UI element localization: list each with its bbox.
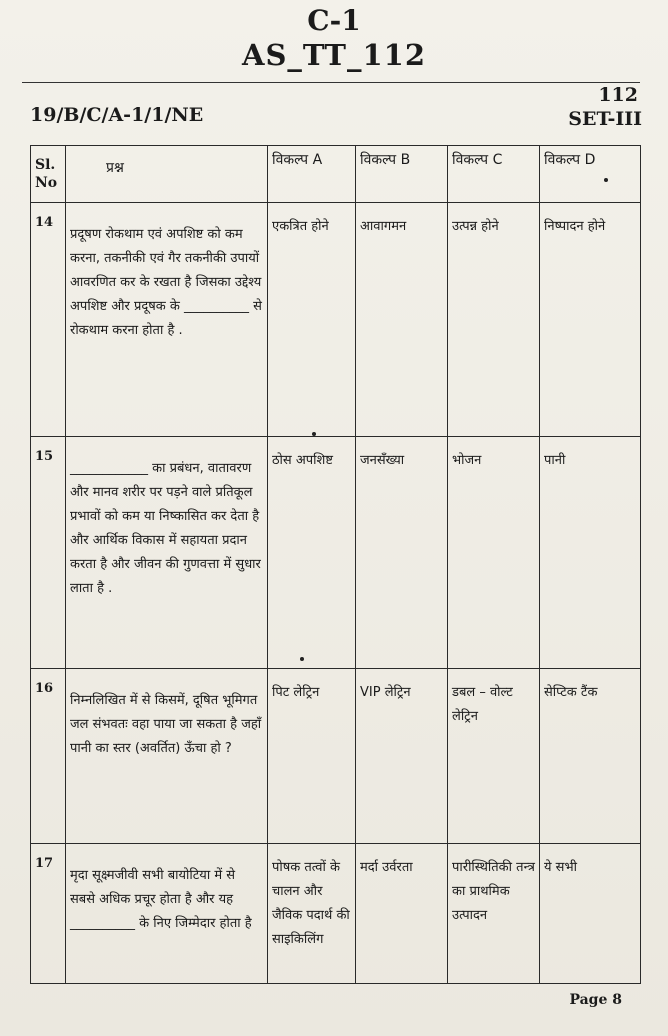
question-number-cell xyxy=(31,437,66,669)
option-a-text: पोषक तत्वों के चालन और जैविक पदार्थ की साइकिलिंग xyxy=(272,860,350,947)
column-header-option-d: विकल्प D xyxy=(540,146,641,203)
option-a-text: एकत्रित होने xyxy=(272,219,329,234)
option-c-cell xyxy=(448,203,540,437)
question-text: मृदा सूक्ष्मजीवी सभी बायोटिया में से सबसे अधिक प्रचूर होता है और यह __________ के निए जिम्मेदार होता है xyxy=(70,868,252,931)
option-d-text: पानी xyxy=(544,453,566,468)
question-number: 15 xyxy=(35,449,54,464)
option-a-cell xyxy=(268,844,356,984)
column-header-question-label: प्रश्न xyxy=(106,160,124,176)
option-b-cell xyxy=(356,203,448,437)
option-b-text: जनसँख्या xyxy=(360,453,405,468)
option-c-text: उत्पन्न होने xyxy=(452,219,499,234)
table-header-row xyxy=(31,146,641,203)
question-number-cell xyxy=(31,669,66,844)
column-header-option-c: विकल्प C xyxy=(448,146,540,203)
question-number: 14 xyxy=(35,215,54,230)
option-d-text: सेप्टिक टैंक xyxy=(544,685,598,700)
question-text: प्रदूषण रोकथाम एवं अपशिष्ट को कम करना, तकनीकी एवं गैर तकनीकी उपायों आवरणित कर के रखता है जिसका उद्देश्य अपशिष्ट और प्रदूषक के __________ से रोकथाम करना होता है . xyxy=(70,227,262,338)
column-header-option-a: विकल्प A xyxy=(268,146,356,203)
table-row xyxy=(31,437,641,669)
table-row xyxy=(31,844,641,984)
column-header-question xyxy=(66,146,268,203)
option-b-text: मर्दा उर्वरता xyxy=(360,860,413,875)
option-d-cell xyxy=(540,844,641,984)
question-cell xyxy=(66,203,268,437)
option-a-cell xyxy=(268,669,356,844)
option-c-text: पारीस्थितिकी तन्त्र का प्राथमिक उत्पादन xyxy=(452,860,535,923)
option-d-text: निष्पादन होने xyxy=(544,219,606,234)
set-label: SET-III xyxy=(568,108,642,130)
question-text: ____________ का प्रबंधन, वातावरण और मानव शरीर पर पड़ने वाले प्रतिकूल प्रभावों को कम या निष्कासित कर देता है और आर्थिक विकास में सहायता प्रदान करता है और जीवन की गुणवत्ता में सुधार लाता है . xyxy=(70,461,261,596)
table-row xyxy=(31,669,641,844)
option-a-text: ठोस अपशिष्ट xyxy=(272,453,333,468)
option-d-text: ये सभी xyxy=(544,860,577,875)
column-header-option-b: विकल्प B xyxy=(356,146,448,203)
series-code: C-1 xyxy=(307,4,361,37)
table-row xyxy=(31,203,641,437)
question-text: निम्नलिखित में से किसमें, दूषित भूमिगत जल संभवतः वहा पाया जा सकता है जहाँ पानी का स्तर (अवर्तित) ऊँचा हो ? xyxy=(70,693,262,756)
ink-dot xyxy=(604,178,608,182)
question-number: 17 xyxy=(35,856,54,871)
option-d-cell xyxy=(540,203,641,437)
header-divider xyxy=(22,82,640,83)
column-header-sl-no: Sl. No xyxy=(31,146,66,203)
option-c-cell xyxy=(448,437,540,669)
option-d-cell xyxy=(540,437,641,669)
option-b-text: VIP लेट्रिन xyxy=(360,685,411,700)
option-b-cell xyxy=(356,669,448,844)
document-code: 19/B/C/A-1/1/NE xyxy=(30,104,204,126)
option-c-cell xyxy=(448,669,540,844)
option-b-cell xyxy=(356,844,448,984)
question-number-cell xyxy=(31,844,66,984)
option-b-text: आवागमन xyxy=(360,219,407,234)
question-cell xyxy=(66,844,268,984)
option-a-cell xyxy=(268,437,356,669)
option-b-cell xyxy=(356,437,448,669)
option-a-cell xyxy=(268,203,356,437)
paper-code: AS_TT_112 xyxy=(241,38,427,72)
question-table xyxy=(30,145,641,984)
option-c-text: डबल – वोल्ट लेट्रिन xyxy=(452,685,513,724)
question-number-cell xyxy=(31,203,66,437)
ink-dot xyxy=(300,657,304,661)
option-a-text: पिट लेट्रिन xyxy=(272,685,320,700)
option-d-cell xyxy=(540,669,641,844)
paper-number: 112 xyxy=(598,84,638,106)
question-cell xyxy=(66,669,268,844)
page-number: Page 8 xyxy=(569,992,622,1008)
option-c-cell xyxy=(448,844,540,984)
question-cell xyxy=(66,437,268,669)
ink-dot xyxy=(312,432,316,436)
option-c-text: भोजन xyxy=(452,453,482,468)
question-number: 16 xyxy=(35,681,54,696)
